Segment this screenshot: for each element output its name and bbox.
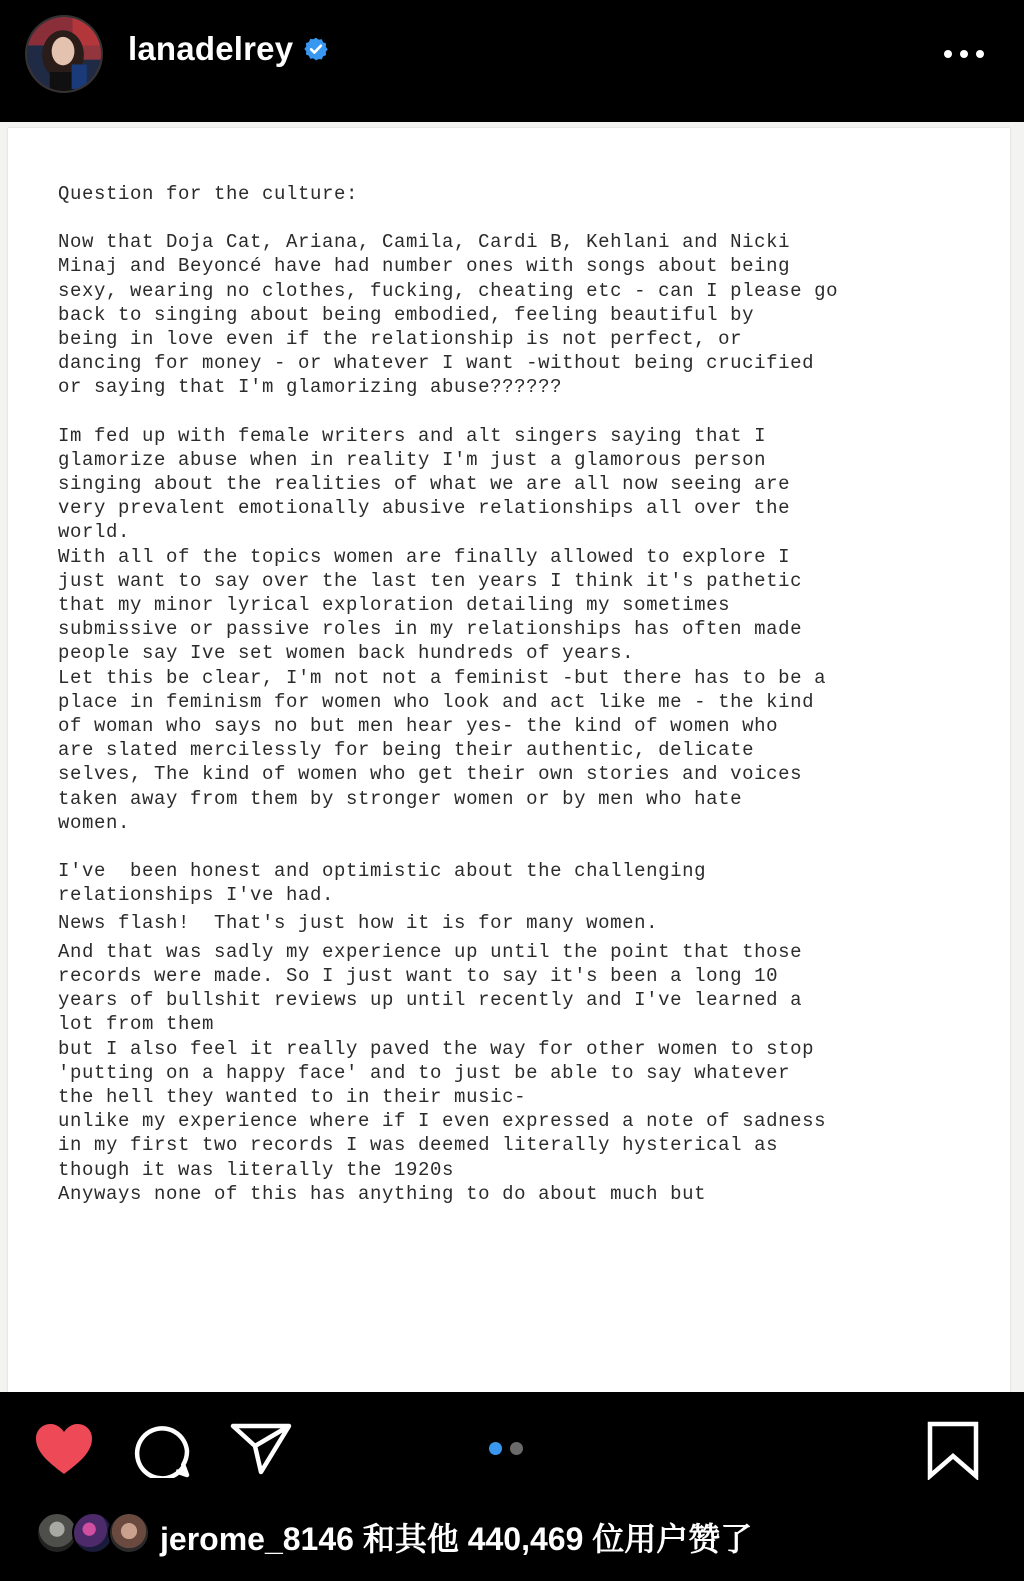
letter-line: lot from them xyxy=(58,1013,215,1036)
letter-line: place in feminism for women who look and act like me - the kind xyxy=(58,690,815,713)
more-options-icon[interactable] xyxy=(944,44,984,64)
bookmark-icon[interactable] xyxy=(926,1420,980,1480)
letter-line: back to singing about being embodied, feeling beautiful by xyxy=(58,303,755,326)
letter-line: just want to say over the last ten years I think it's pathetic xyxy=(58,569,803,592)
carousel-indicator xyxy=(489,1442,523,1455)
letter-line: in my first two records I was deemed literally hysterical as xyxy=(58,1134,779,1157)
letter-line: that my minor lyrical exploration detailing my sometimes xyxy=(58,594,731,617)
letter-line: Im fed up with female writers and alt singers saying that I xyxy=(58,424,767,447)
letter-line: sexy, wearing no clothes, fucking, cheating etc - can I please go xyxy=(58,279,839,302)
letter-line: Let this be clear, I'm not not a feminist -but there has to be a xyxy=(58,666,827,689)
letter-line: of woman who says no but men hear yes- the kind of women who xyxy=(58,715,779,738)
letter-line: years of bullshit reviews up until recently and I've learned a xyxy=(58,989,803,1012)
letter-line: singing about the realities of what we are all now seeing are xyxy=(58,473,791,496)
letter-line: world. xyxy=(58,521,131,544)
letter-line: Minaj and Beyoncé have had number ones with songs about being xyxy=(58,255,791,278)
letter-line: though it was literally the 1920s xyxy=(58,1158,455,1181)
letter-line: And that was sadly my experience up until the point that those xyxy=(58,940,803,963)
letter-text xyxy=(58,182,978,1210)
letter-line: glamorize abuse when in reality I'm just a glamorous person xyxy=(58,448,767,471)
post-image[interactable] xyxy=(0,122,1024,1392)
carousel-dot xyxy=(510,1442,523,1455)
letter-line: Anyways none of this has anything to do about much but xyxy=(58,1182,707,1205)
letter-line: women. xyxy=(58,811,131,834)
heart-filled-icon[interactable] xyxy=(34,1422,94,1476)
paragraph-spacer xyxy=(58,206,978,230)
letter-line: or saying that I'm glamorizing abuse?????? xyxy=(58,376,563,399)
more-dot xyxy=(960,50,968,58)
letter-line: the hell they wanted to in their music- xyxy=(58,1085,527,1108)
letter-line: I've been honest and optimistic about the challenging xyxy=(58,860,707,883)
carousel-dot-active xyxy=(489,1442,502,1455)
comment-bubble-icon[interactable] xyxy=(133,1422,191,1478)
letter-line: 'putting on a happy face' and to just be able to say whatever xyxy=(58,1061,791,1084)
letter-line: but I also feel it really paved the way for other women to stop xyxy=(58,1037,815,1060)
likes-count-text[interactable]: jerome_8146 和其他 440,469 位用户赞了 xyxy=(160,1521,753,1557)
username[interactable]: lanadelrey xyxy=(128,30,294,67)
letter-line: are slated mercilessly for being their authentic, delicate xyxy=(58,739,755,762)
letter-line: News flash! That's just how it is for many women. xyxy=(58,912,659,935)
letter-line: taken away from them by stronger women or by men who hate xyxy=(58,787,743,810)
paragraph-spacer xyxy=(58,1206,978,1210)
letter-line: being in love even if the relationship is not perfect, or xyxy=(58,328,743,351)
profile-avatar[interactable] xyxy=(25,15,103,93)
likes-row xyxy=(0,1502,1024,1581)
letter-line: submissive or passive roles in my relationships has often made xyxy=(58,618,803,641)
more-dot xyxy=(944,50,952,58)
letter-line: very prevalent emotionally abusive relationships all over the xyxy=(58,497,791,520)
letter-line: With all of the topics women are finally allowed to explore I xyxy=(58,545,791,568)
paragraph-spacer xyxy=(58,835,978,859)
letter-line: dancing for money - or whatever I want -without being crucified xyxy=(58,352,815,375)
letter-line: selves, The kind of women who get their own stories and voices xyxy=(58,763,803,786)
post-action-bar xyxy=(0,1392,1024,1502)
more-dot xyxy=(976,50,984,58)
letter-line: records were made. So I just want to say it's been a long 10 xyxy=(58,964,779,987)
letter-line: people say Ive set women back hundreds of years. xyxy=(58,642,635,665)
paper-plane-icon[interactable] xyxy=(229,1420,293,1476)
letter-line: relationships I've had. xyxy=(58,884,335,907)
liker-avatars[interactable] xyxy=(36,1512,148,1556)
username-group[interactable] xyxy=(128,30,329,68)
verified-badge-icon xyxy=(303,36,329,62)
typed-letter-page xyxy=(8,128,1010,1392)
paragraph-spacer xyxy=(58,400,978,424)
letter-line: Question for the culture: xyxy=(58,183,359,205)
letter-line: unlike my experience where if I even expressed a note of sadness xyxy=(58,1110,827,1133)
profile-avatar-image xyxy=(27,17,101,91)
liker-avatar xyxy=(108,1512,150,1554)
post-header xyxy=(0,0,1024,122)
letter-line: Now that Doja Cat, Ariana, Camila, Cardi B, Kehlani and Nicki xyxy=(58,231,791,254)
